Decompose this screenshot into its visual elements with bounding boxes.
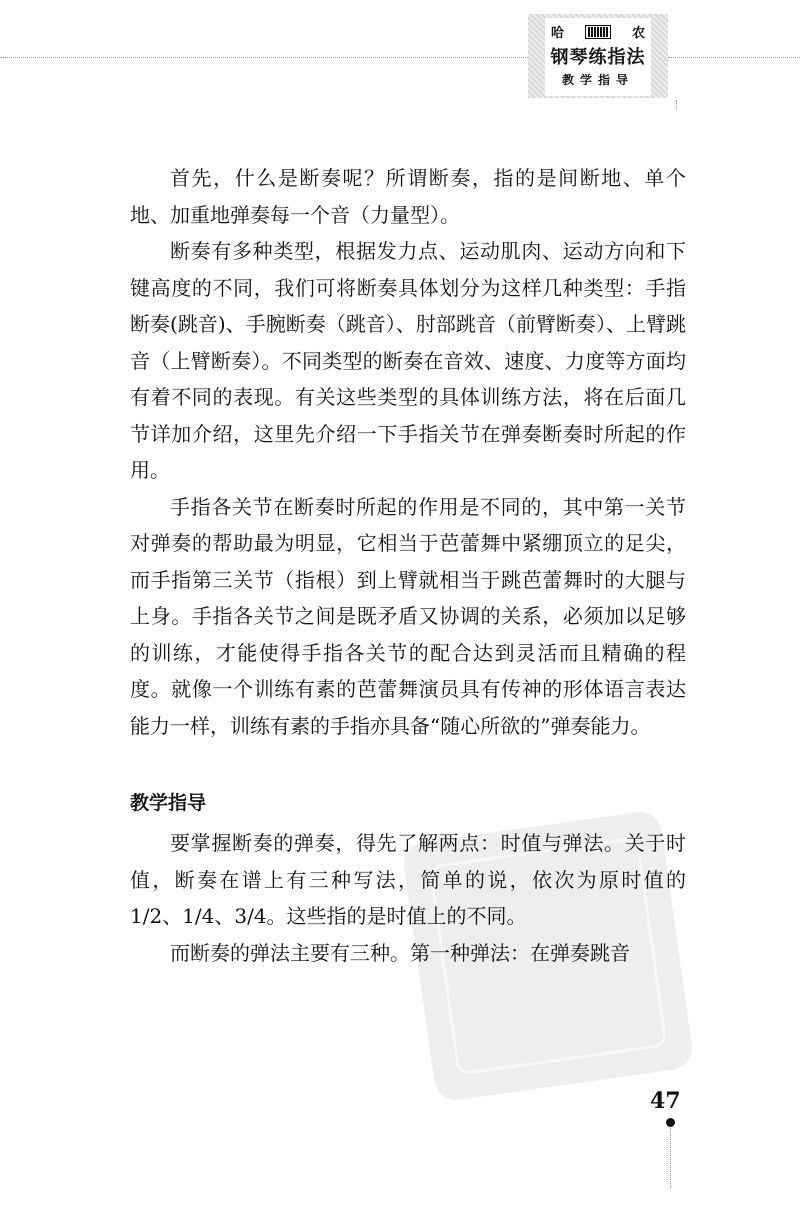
header-rule-right <box>668 57 800 58</box>
page-number-dot <box>666 1118 675 1127</box>
header-line-1 <box>545 18 651 41</box>
header-rule-left <box>0 57 530 58</box>
header-book-title: 钢琴练指法 <box>550 47 646 68</box>
section-paragraph-1: 要掌握断奏的弹奏，得先了解两点：时值与弹法。关于时值，断奏在谱上有三种写法，简单的说，依次为原时值的 1/2、1/4、3/4。这些指的是时值上的不同。 <box>130 831 686 928</box>
footer-vertical-rule <box>670 1128 671 1188</box>
page-number: 47 <box>650 1088 681 1114</box>
paragraph-2: 断奏有多种类型，根据发力点、运动肌肉、运动方向和下键高度的不同，我们可将断奏具体划分为这样几种类型：手指断奏(跳音)、手腕断奏（跳音）、肘部跳音（前臂断奏）、上臂跳音（上臂断奏）。不同类型的断奏在音效、速度、力度等方面均有着不同的表现。有关这些类型的具体训练方法，将在后面几节详加介绍，这里先介绍一下手指关节在弹奏断奏时所起的作用。 <box>130 239 686 482</box>
section-heading: 教学指导 <box>130 792 207 814</box>
body-text <box>130 160 686 971</box>
header-char-right: 农 <box>631 26 645 41</box>
running-header <box>545 18 651 96</box>
paragraph-3: 手指各关节在断奏时所起的作用是不同的，其中第一关节对弹奏的帮助最为明显，它相当于芭蕾舞中紧绷顶立的足尖，而手指第三关节（指根）到上臂就相当于跳芭蕾舞时的大腿与上身。手指各关节之间是既矛盾又协调的关系，必须加以足够的训练，才能使得手指各关节的配合达到灵活而且精确的程度。就像一个训练有素的芭蕾舞演员具有传神的形体语言表达能力一样，训练有素的手指亦具备“随心所欲的”弹奏能力。 <box>130 494 686 738</box>
header-section-title: 教学指导 <box>561 73 634 87</box>
header-vertical-rule <box>676 100 677 110</box>
header-char-left: 哈 <box>551 26 565 41</box>
paragraph-1: 首先，什么是断奏呢？所谓断奏，指的是间断地、单个地、加重地弹奏每一个音（力量型）。 <box>130 166 686 227</box>
piano-keys-icon <box>585 25 611 39</box>
section-paragraph-2: 而断奏的弹法主要有三种。第一种弹法：在弹奏跳音 <box>170 940 630 965</box>
